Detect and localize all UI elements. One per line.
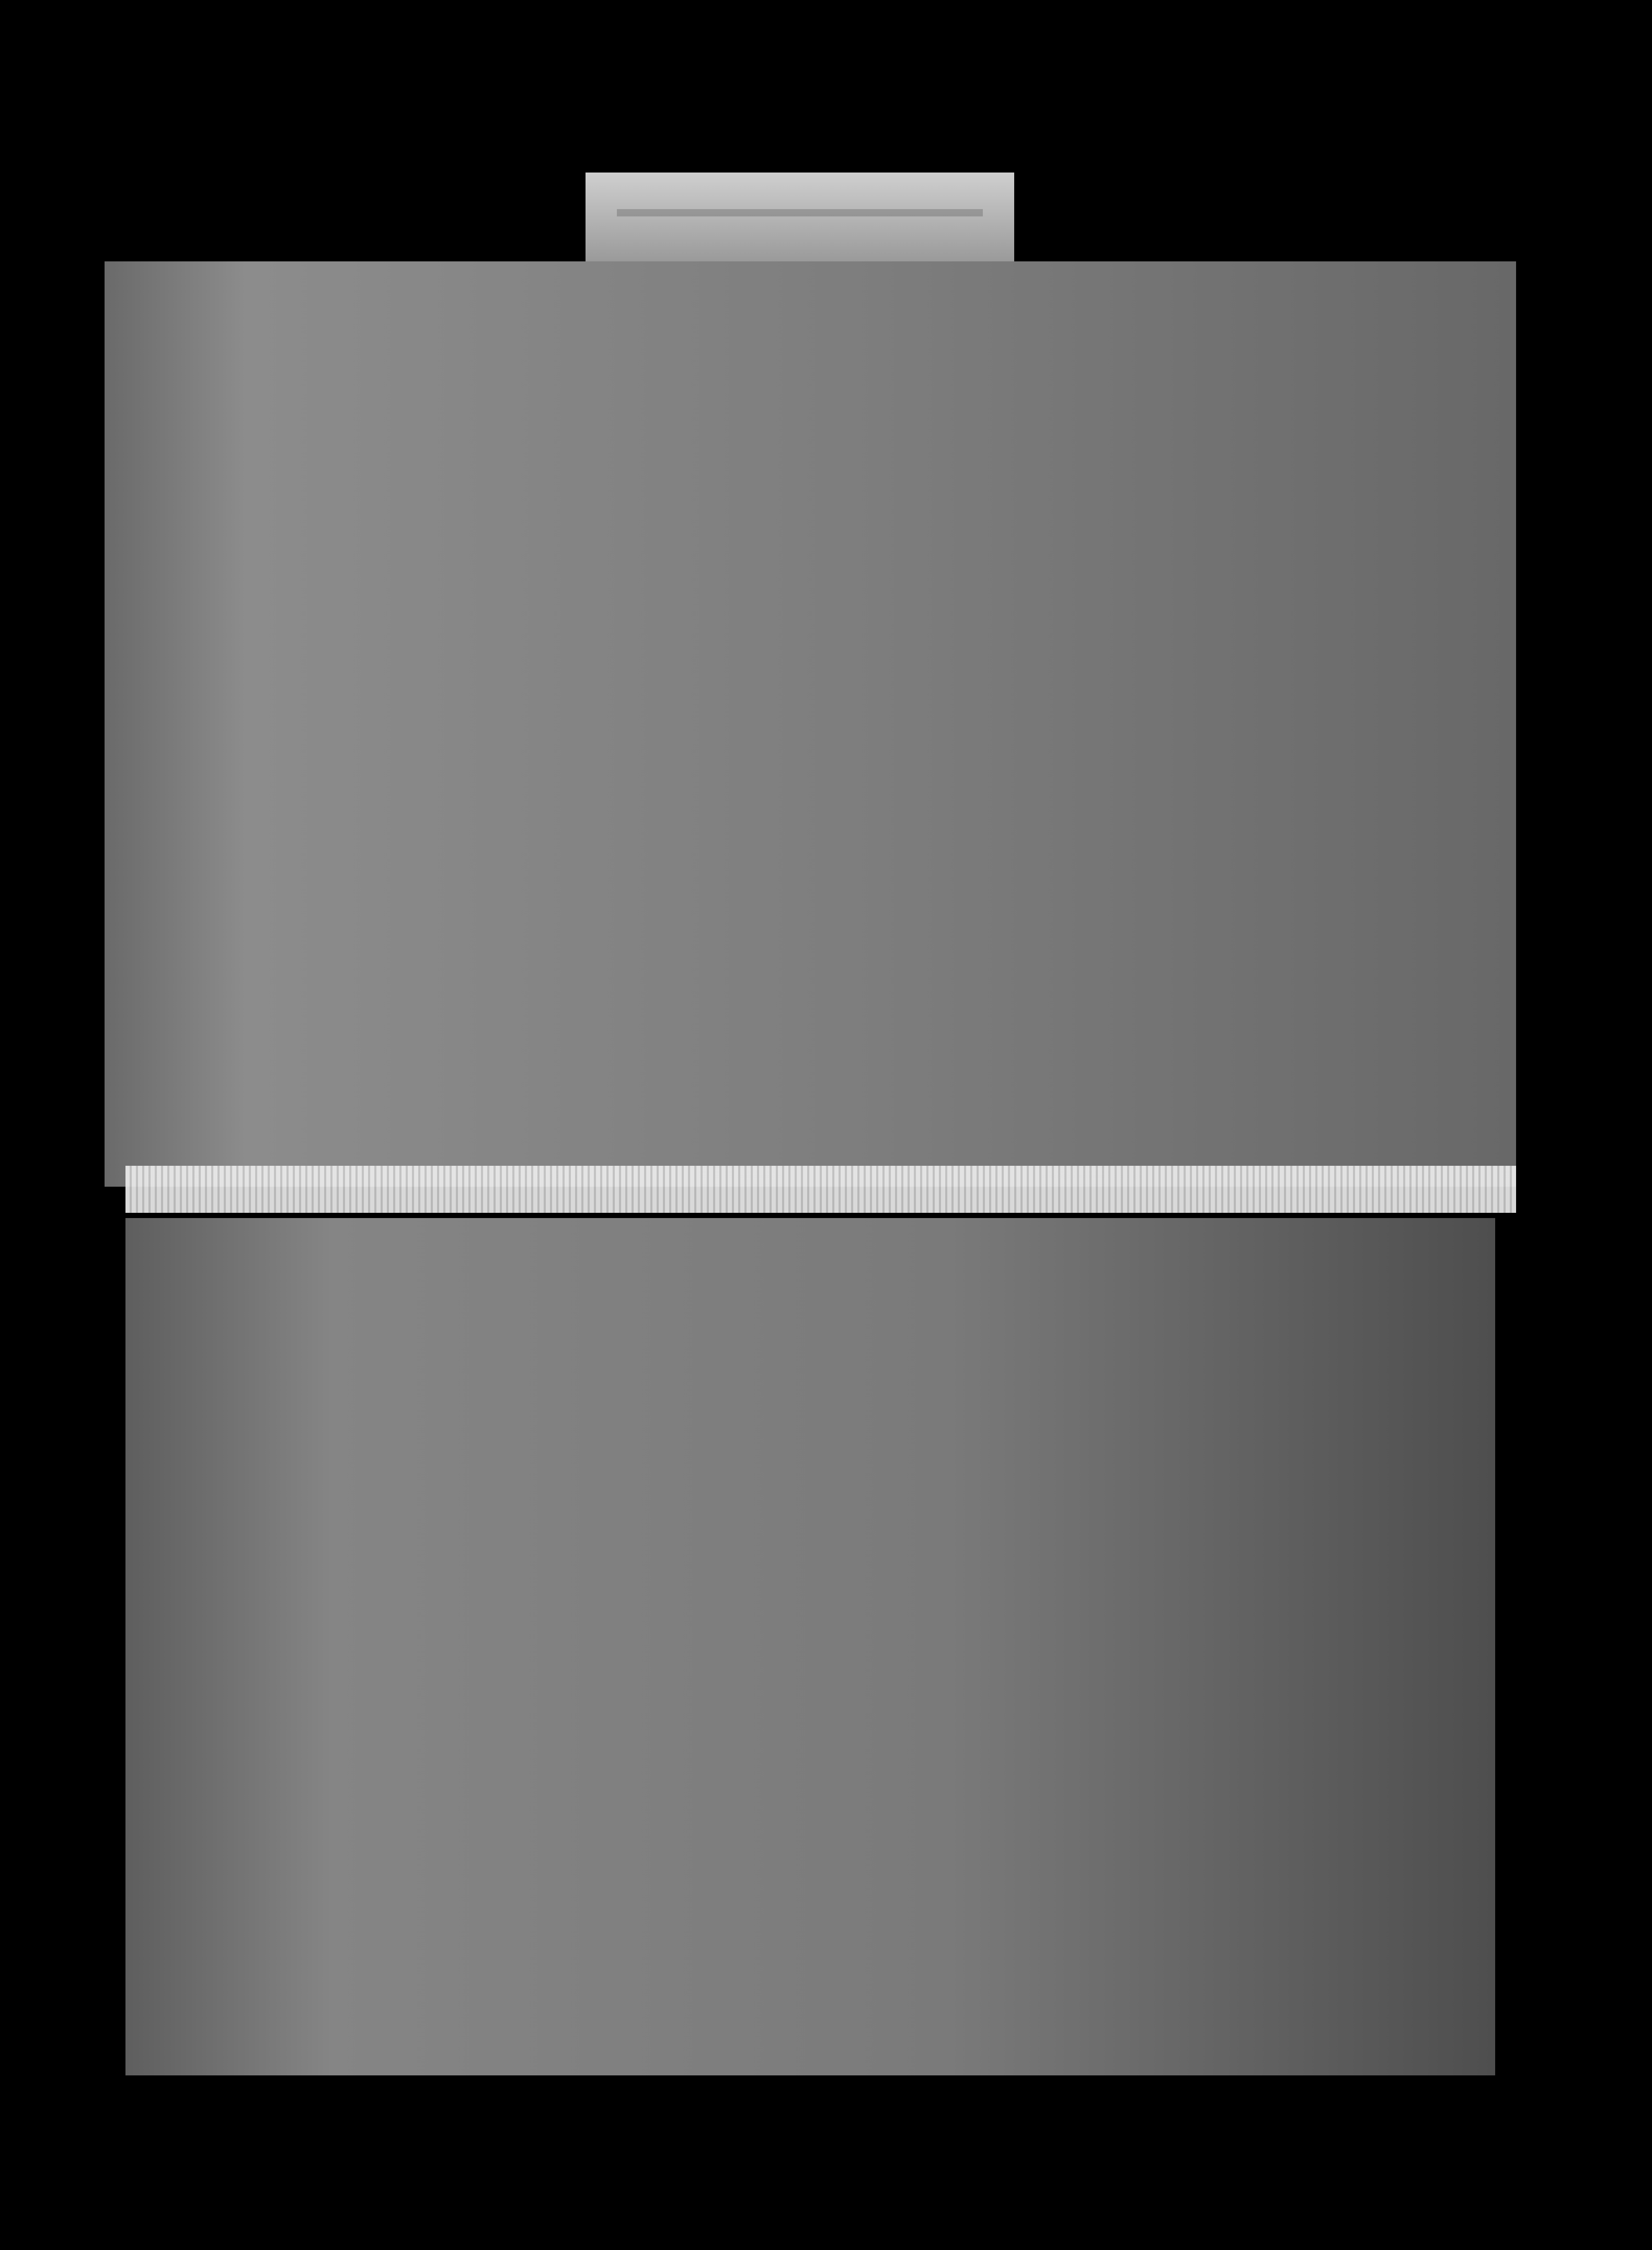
archive-label-text [617,209,983,216]
manifest-page-upper [105,261,1516,1187]
archive-label-slip [586,173,1014,261]
manifest-page-lower [125,1218,1495,2075]
binding-tape [125,1166,1516,1213]
